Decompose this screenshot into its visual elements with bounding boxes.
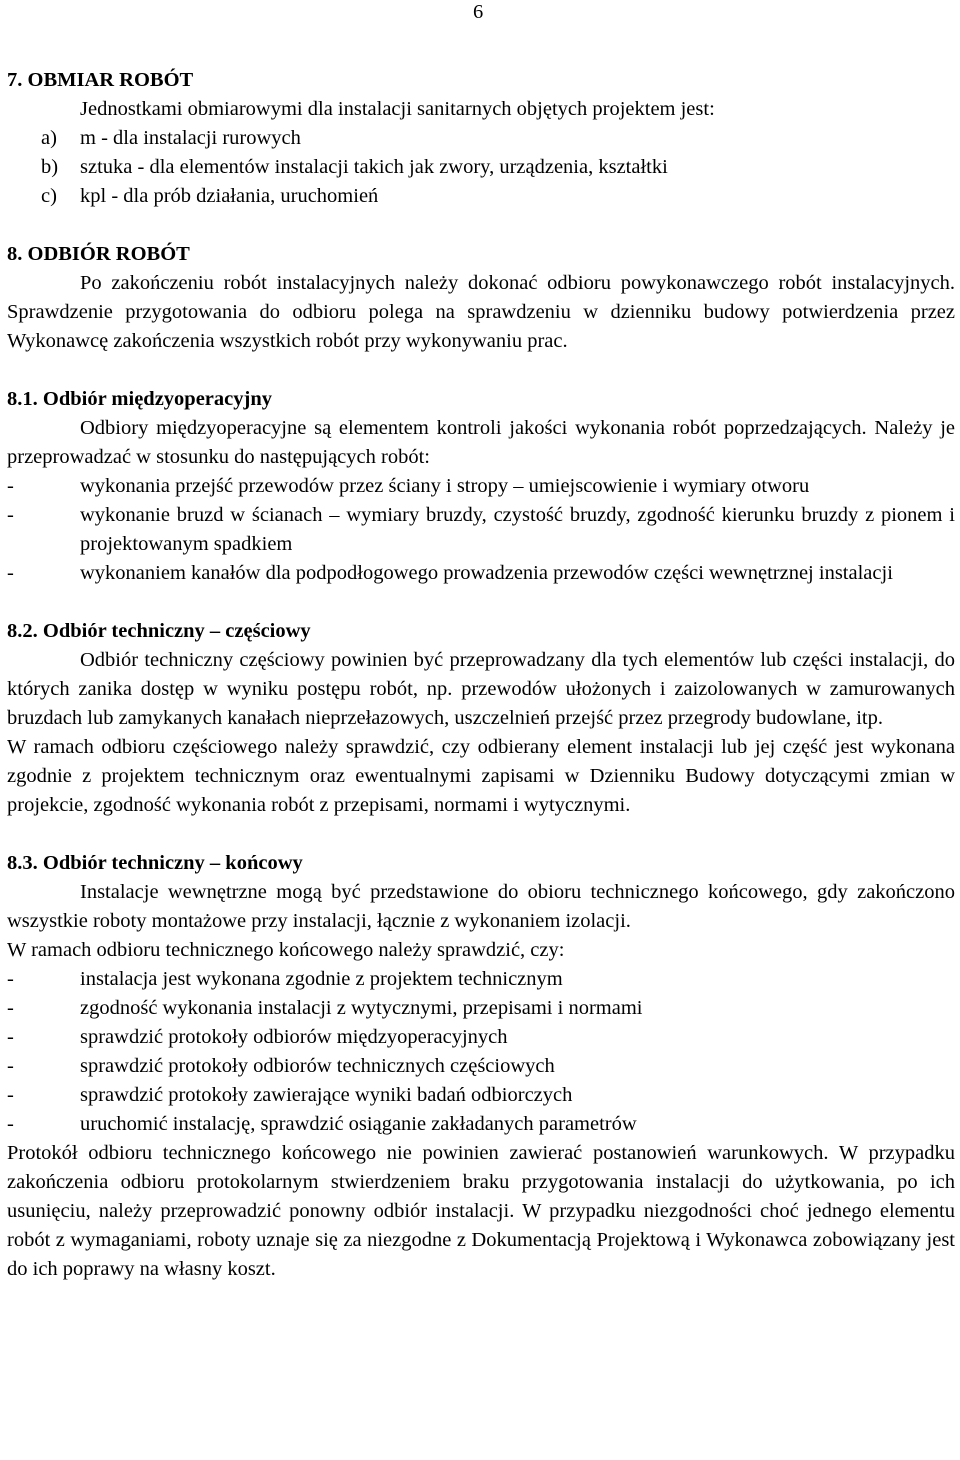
list-marker: -: [7, 1026, 14, 1048]
list-marker: b): [41, 156, 59, 178]
section-8-heading: 8. ODBIÓR ROBÓT: [7, 243, 190, 265]
section-8-paragraph: Po zakończeniu robót instalacyjnych należy dokonać odbioru powykonawczego robót instalacyjnych. Sprawdzenie przygotowania do odbioru polega na sprawdzeniu w dzienniku budowy potwierdzenia przez Wykonawcę zakończenia wszystkich robót przy wykonywaniu prac.: [7, 272, 955, 352]
list-item-text: sztuka - dla elementów instalacji takich jak zwory, urządzenia, kształtki: [80, 156, 668, 178]
list-marker: a): [41, 127, 57, 149]
section-8: [7, 240, 955, 356]
section-7-intro: Jednostkami obmiarowymi dla instalacji sanitarnych objętych projektem jest:: [80, 98, 715, 120]
list-item: [7, 559, 955, 588]
list-item-text: instalacja jest wykonana zgodnie z projektem technicznym: [80, 968, 563, 990]
list-item-text: sprawdzić protokoły odbiorów technicznych częściowych: [80, 1055, 555, 1077]
list-marker: c): [41, 185, 57, 207]
list-marker: -: [7, 997, 14, 1019]
list-item: [7, 994, 955, 1023]
list-item-text: sprawdzić protokoły odbiorów międzyoperacyjnych: [80, 1026, 508, 1048]
list-marker: -: [7, 504, 14, 526]
list-item-text: zgodność wykonania instalacji z wytycznymi, przepisami i normami: [80, 997, 643, 1019]
section-8-2-paragraph-2: W ramach odbioru częściowego należy sprawdzić, czy odbierany element instalacji lub jej część jest wykonana zgodnie z projektem technicznym oraz ewentualnymi zapisami w Dzienniku Budowy dotyczącymi zmian w projekcie, zgodność wykonania robót z przepisami, normami i wytycznymi.: [7, 736, 955, 816]
section-8-3-paragraph-1: Instalacje wewnętrzne mogą być przedstawione do obioru technicznego końcowego, gdy zakończono wszystkie roboty montażowe przy instalacji, łącznie z wykonaniem izolacji.: [7, 881, 955, 932]
page-number: 6: [473, 1, 484, 23]
section-8-1: [7, 385, 955, 588]
list-marker: -: [7, 1113, 14, 1135]
list-item-text: kpl - dla prób działania, uruchomień: [80, 185, 379, 207]
list-marker: -: [7, 475, 14, 497]
section-8-1-heading: 8.1. Odbiór międzyoperacyjny: [7, 388, 272, 410]
list-item-text: m - dla instalacji rurowych: [80, 127, 301, 149]
list-item: [7, 124, 955, 153]
list-item: [7, 1052, 955, 1081]
list-marker: -: [7, 1084, 14, 1106]
section-8-3-heading: 8.3. Odbiór techniczny – końcowy: [7, 852, 303, 874]
list-item: [7, 153, 955, 182]
list-item: [7, 501, 955, 559]
section-7-heading: 7. OBMIAR ROBÓT: [7, 69, 194, 91]
list-marker: -: [7, 562, 14, 584]
document-content: [7, 66, 955, 1284]
list-item-text: wykonanie bruzd w ścianach – wymiary bruzdy, czystość bruzdy, zgodność kierunku bruzdy z pionem i projektowanym spadkiem: [80, 504, 955, 555]
spacer: [7, 356, 955, 385]
section-8-3-paragraph-3: Protokół odbioru technicznego końcowego nie powinien zawierać postanowień warunkowych. W przypadku zakończenia odbioru protokolarnym stwierdzeniem braku przygotowania instalacji do użytkowania, po ich usunięciu, należy przeprowadzić ponowny odbiór instalacji. W przypadku niezgodności choć jednego elementu robót z wymaganiami, roboty uznaje się za niezgodne z Dokumentacją Projektową i Wykonawca zobowiązany jest do ich poprawy na własny koszt.: [7, 1142, 955, 1280]
list-marker: -: [7, 1055, 14, 1077]
list-item: [7, 965, 955, 994]
section-7: [7, 66, 955, 211]
spacer: [7, 588, 955, 617]
list-item: [7, 182, 955, 211]
section-8-2: [7, 617, 955, 820]
section-8-3: [7, 849, 955, 1284]
section-8-1-paragraph: Odbiory międzyoperacyjne są elementem kontroli jakości wykonania robót poprzedzających. Należy je przeprowadzać w stosunku do następujących robót:: [7, 417, 955, 468]
list-item-text: uruchomić instalację, sprawdzić osiąganie zakładanych parametrów: [80, 1113, 637, 1135]
section-8-2-paragraph-1: Odbiór techniczny częściowy powinien być przeprowadzany dla tych elementów lub części instalacji, do których zanika dostęp w wyniku postępu robót, np. przewodów ułożonych i zaizolowanych w zamurowanych bruzdach lub zamykanych kanałach nieprzełazowych, uszczelnień przejść przez przegrody budowlane, itp.: [7, 649, 955, 729]
list-item: [7, 1081, 955, 1110]
list-item: [7, 472, 955, 501]
list-item: [7, 1110, 955, 1139]
list-item-text: wykonania przejść przewodów przez ściany i stropy – umiejscowienie i wymiary otworu: [80, 475, 810, 497]
list-item-text: sprawdzić protokoły zawierające wyniki badań odbiorczych: [80, 1084, 573, 1106]
list-item: [7, 1023, 955, 1052]
spacer: [7, 211, 955, 240]
section-8-3-paragraph-2: W ramach odbioru technicznego końcowego należy sprawdzić, czy:: [7, 939, 565, 961]
section-8-2-heading: 8.2. Odbiór techniczny – częściowy: [7, 620, 311, 642]
spacer: [7, 820, 955, 849]
list-marker: -: [7, 968, 14, 990]
list-item-text: wykonaniem kanałów dla podpodłogowego prowadzenia przewodów części wewnętrznej instalacji: [80, 562, 893, 584]
